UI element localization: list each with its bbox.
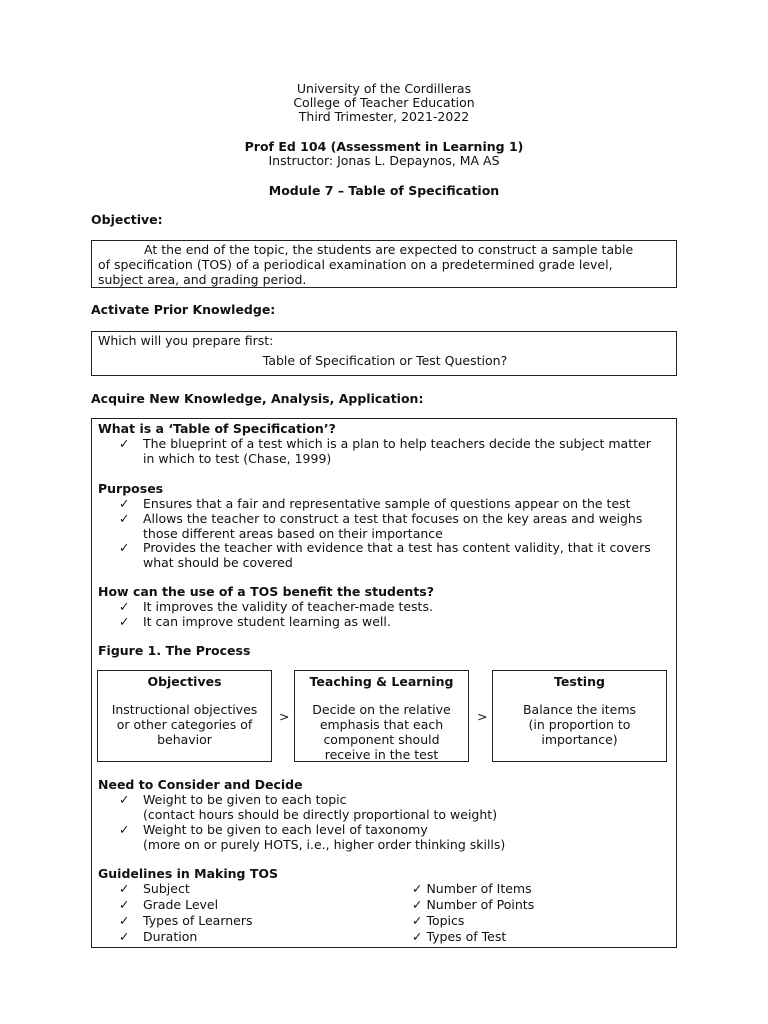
list-item-cont: (contact hours should be directly proportional to weight) [143, 807, 498, 822]
process-box-text: component should [323, 732, 440, 747]
prior-knowledge-heading: Activate Prior Knowledge: [91, 302, 276, 317]
arrow-icon: > [477, 709, 488, 724]
process-box-text: Decide on the relative [312, 702, 451, 717]
guideline-left: Grade Level [143, 897, 219, 912]
figure-title: Figure 1. The Process [98, 643, 251, 658]
process-box-text: behavior [157, 732, 212, 747]
college-name: College of Teacher Education [293, 95, 475, 110]
guideline-right: ✓ Topics [412, 913, 465, 928]
check-icon: ✓ [119, 436, 130, 451]
check-icon: ✓ [119, 822, 130, 837]
process-box-text: or other categories of [116, 717, 253, 732]
university-name: University of the Cordilleras [296, 81, 472, 96]
purposes-heading: Purposes [98, 481, 164, 496]
list-item-cont: those different areas based on their importance [143, 526, 443, 541]
process-box-title: Teaching & Learning [309, 674, 454, 689]
check-icon: ✓ [119, 929, 130, 944]
arrow-icon: > [279, 709, 290, 724]
check-icon: ✓ [119, 540, 130, 555]
module-title: Module 7 – Table of Specification [268, 183, 500, 198]
guideline-left: Duration [143, 929, 198, 944]
guideline-right: ✓ Number of Points [412, 897, 535, 912]
objective-box [91, 240, 677, 288]
list-item: Weight to be given to each topic [143, 792, 347, 807]
list-item-cont: what should be covered [143, 555, 293, 570]
process-box-text: Balance the items [522, 702, 637, 717]
what-is-tos-heading: What is a ‘Table of Specification’? [98, 421, 336, 436]
check-icon: ✓ [119, 792, 130, 807]
process-box-teaching [294, 670, 469, 762]
instructor: Instructor: Jonas L. Depaynos, MA AS [268, 153, 500, 168]
process-box-objectives [97, 670, 272, 762]
acquire-heading: Acquire New Knowledge, Analysis, Application: [91, 391, 424, 406]
process-box-text: importance) [541, 732, 618, 747]
prior-knowledge-box [91, 331, 677, 376]
check-icon: ✓ [119, 511, 130, 526]
check-icon: ✓ [119, 614, 130, 629]
objective-line: of specification (TOS) of a periodical examination on a predetermined grade level, [98, 257, 613, 272]
prior-choice: Table of Specification or Test Question? [262, 353, 508, 368]
guideline-left: Types of Learners [143, 913, 253, 928]
list-item: Weight to be given to each level of taxonomy [143, 822, 428, 837]
prior-question: Which will you prepare first: [98, 333, 274, 348]
check-icon: ✓ [119, 881, 130, 896]
check-icon: ✓ [119, 599, 130, 614]
list-item-cont: (more on or purely HOTS, i.e., higher order thinking skills) [143, 837, 506, 852]
objective-line: subject area, and grading period. [98, 272, 307, 287]
list-item: Allows the teacher to construct a test that focuses on the key areas and weighs [143, 511, 643, 526]
check-icon: ✓ [119, 897, 130, 912]
check-icon: ✓ [119, 496, 130, 511]
list-item: Provides the teacher with evidence that a test has content validity, that it covers [143, 540, 651, 555]
list-item-cont: in which to test (Chase, 1999) [143, 451, 332, 466]
list-item: It can improve student learning as well. [143, 614, 391, 629]
benefit-heading: How can the use of a TOS benefit the students? [98, 584, 434, 599]
list-item: It improves the validity of teacher-made tests. [143, 599, 433, 614]
list-item: Ensures that a fair and representative sample of questions appear on the test [143, 496, 631, 511]
check-icon: ✓ [119, 913, 130, 928]
guideline-left: Subject [143, 881, 190, 896]
list-item: The blueprint of a test which is a plan to help teachers decide the subject matter [143, 436, 651, 451]
guidelines-heading: Guidelines in Making TOS [98, 866, 278, 881]
guideline-right: ✓ Number of Items [412, 881, 532, 896]
process-box-text: Instructional objectives [111, 702, 258, 717]
process-box-title: Objectives [147, 674, 222, 689]
consider-heading: Need to Consider and Decide [98, 777, 303, 792]
course-title: Prof Ed 104 (Assessment in Learning 1) [244, 139, 524, 154]
process-box-testing [492, 670, 667, 762]
term: Third Trimester, 2021-2022 [298, 109, 470, 124]
guideline-right: ✓ Types of Test [412, 929, 507, 944]
objective-heading: Objective: [91, 212, 163, 227]
process-box-title: Testing [554, 674, 605, 689]
process-box-text: emphasis that each [319, 717, 444, 732]
objective-line: At the end of the topic, the students are expected to construct a sample table [144, 242, 634, 257]
process-box-text: receive in the test [324, 747, 439, 762]
process-box-text: (in proportion to [528, 717, 631, 732]
